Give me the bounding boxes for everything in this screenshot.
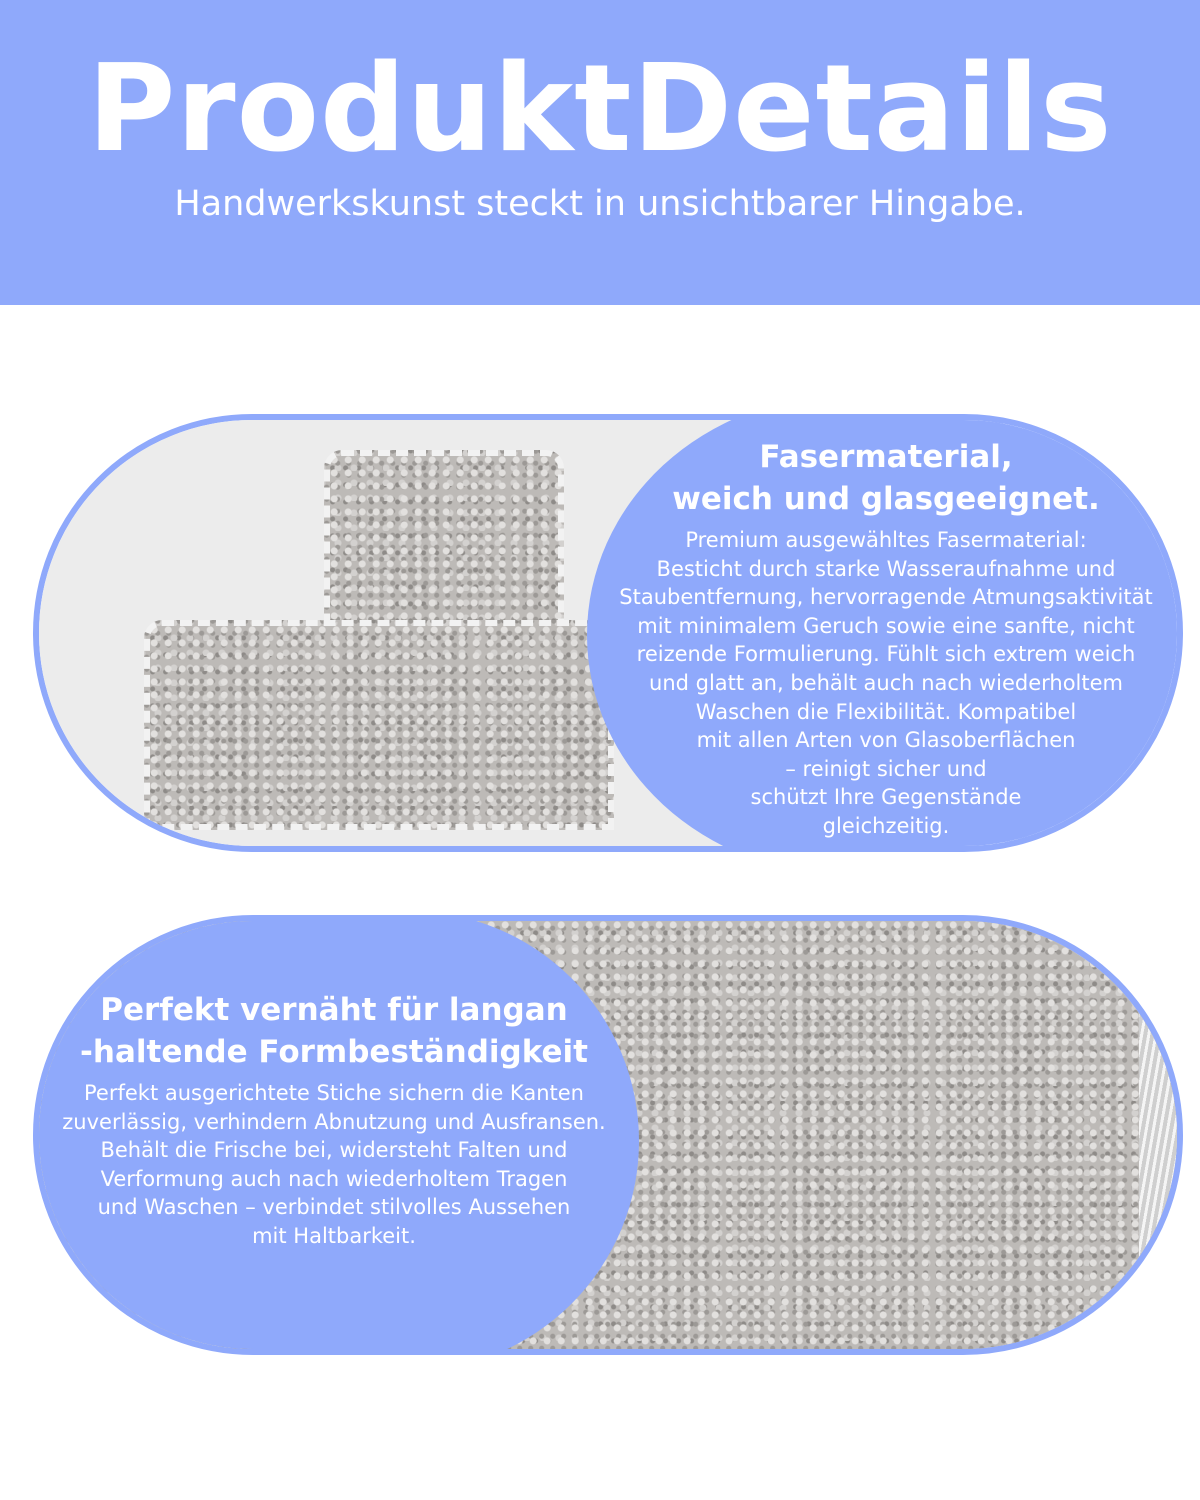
description-line: mit minimalem Geruch sowie eine sanfte, nicht — [637, 613, 1135, 638]
feature-description — [39, 1079, 629, 1251]
description-line: reizende Formulierung. Fühlt sich extrem weich — [636, 642, 1136, 667]
feature-title-line: weich und glasgeeignet. — [672, 481, 1100, 517]
feature-card-stitching — [33, 915, 1183, 1355]
feature-description — [591, 526, 1181, 841]
description-line: zuverlässig, verhindern Abnutzung und Ausfransen. — [62, 1109, 606, 1134]
description-line: Staubentfernung, hervorragende Atmungsaktivität — [619, 585, 1153, 610]
feature-text-stitching — [39, 989, 629, 1251]
feature-text-fiber — [591, 436, 1181, 841]
page-title: ProduktDetails — [87, 40, 1113, 179]
header-banner — [0, 0, 1200, 305]
description-line: Verformung auch nach wiederholtem Tragen — [100, 1166, 568, 1191]
description-line: Behält die Frische bei, widersteht Falten und — [100, 1138, 568, 1163]
fabric-texture-bottom — [144, 620, 614, 830]
description-line: schützt Ihre Gegenstände — [750, 785, 1022, 810]
feature-title-line: Perfekt vernäht für langan — [100, 992, 568, 1028]
description-line: – reinigt sicher und — [785, 756, 987, 781]
description-line: und glatt an, behält auch nach wiederholtem — [649, 670, 1123, 695]
page-subtitle: Handwerkskunst steckt in unsichtbarer Hingabe. — [174, 184, 1026, 224]
feature-title-line: Fasermaterial, — [759, 439, 1013, 475]
feature-title — [39, 989, 629, 1073]
feature-title — [591, 436, 1181, 520]
description-line: Premium ausgewähltes Fasermaterial: — [685, 528, 1087, 552]
feature-title-line: -haltende Formbeständigkeit — [80, 1034, 588, 1070]
description-line: Waschen die Flexibilität. Kompatibel — [695, 699, 1077, 724]
description-line: mit Haltbarkeit. — [252, 1223, 416, 1248]
description-line: mit allen Arten von Glasoberflächen — [696, 728, 1076, 753]
feature-card-fiber-material — [33, 414, 1183, 852]
fabric-stitched-edge — [1139, 1001, 1183, 1301]
description-line: Besticht durch starke Wasseraufnahme und — [656, 556, 1116, 581]
description-line: Perfekt ausgerichtete Stiche sichern die Kanten — [84, 1081, 584, 1105]
description-line: und Waschen – verbindet stilvolles Aussehen — [97, 1195, 571, 1220]
description-line: gleichzeitig. — [822, 813, 950, 838]
